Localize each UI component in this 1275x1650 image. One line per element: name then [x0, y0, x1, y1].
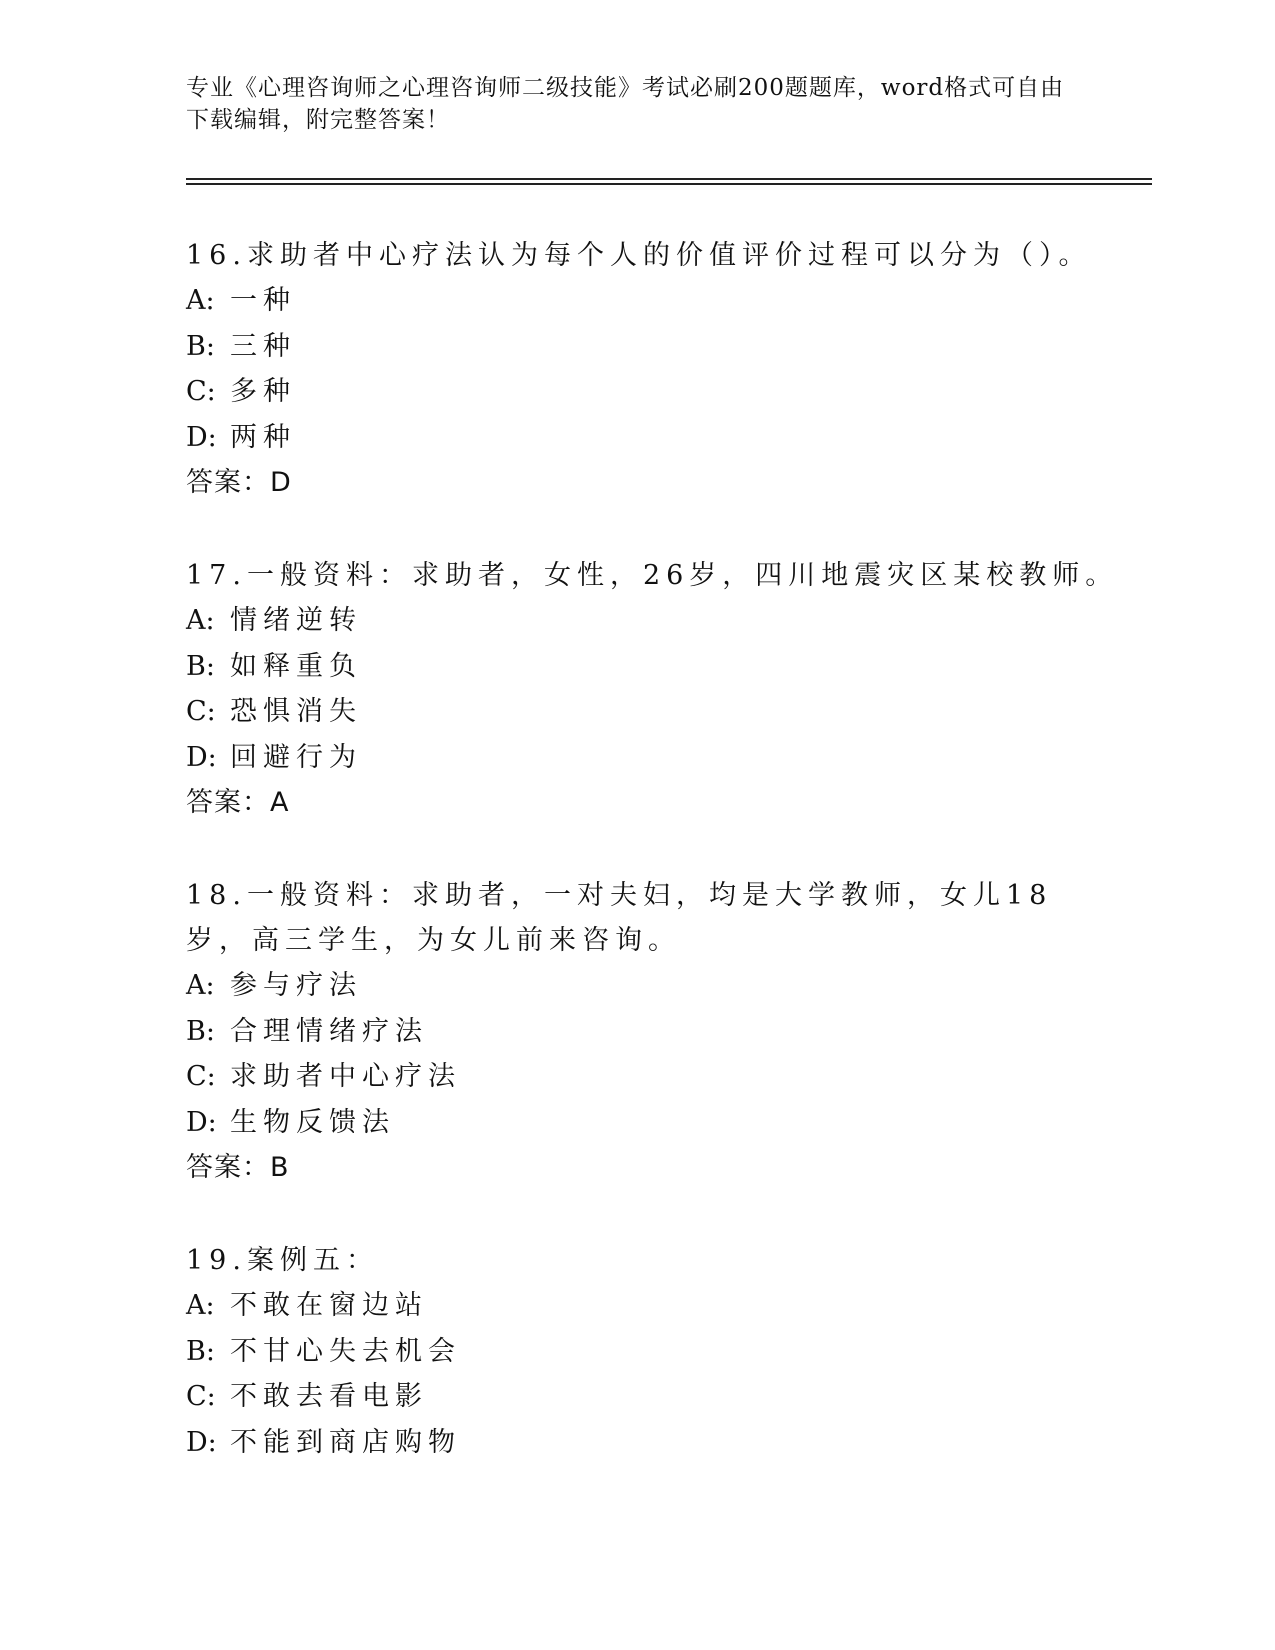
question-18 — [186, 873, 1086, 1191]
option-text: 如释重负 — [230, 650, 362, 682]
option-text: 不敢去看电影 — [230, 1381, 428, 1412]
option-d — [186, 415, 1086, 461]
option-b — [186, 1329, 1086, 1375]
option-letter: A: — [186, 605, 215, 636]
option-letter: C: — [186, 1061, 216, 1092]
option-text: 合理情绪疗法 — [230, 1015, 428, 1047]
option-text: 两种 — [230, 421, 296, 453]
option-text: 求助者中心疗法 — [230, 1061, 461, 1092]
option-text: 不敢在窗边站 — [230, 1290, 428, 1321]
option-letter: C: — [186, 376, 216, 407]
option-letter: A: — [186, 1290, 215, 1321]
option-text: 一种 — [230, 285, 296, 316]
option-c — [186, 689, 1086, 735]
option-a — [186, 1283, 1086, 1329]
question-16 — [186, 233, 1092, 506]
question-stem: 18.一般资料：求助者，一对夫妇，均是大学教师，女儿18岁，高三学生，为女儿前来咨询。 — [186, 880, 1053, 956]
option-text: 不甘心失去机会 — [230, 1335, 461, 1367]
option-letter: D: — [186, 741, 217, 773]
option-text: 恐惧消失 — [230, 696, 362, 727]
option-text: 三种 — [230, 330, 296, 362]
option-letter: D: — [186, 421, 217, 453]
question-19 — [186, 1238, 1086, 1465]
option-c — [186, 1054, 1086, 1100]
option-letter: A: — [186, 970, 215, 1001]
option-b — [186, 644, 1086, 690]
option-letter: C: — [186, 696, 216, 727]
option-text: 不能到商店购物 — [230, 1426, 461, 1458]
question-stem: 16.求助者中心疗法认为每个人的价值评价过程可以分为（）。 — [186, 240, 1092, 271]
option-text: 多种 — [230, 376, 296, 407]
document-header: 专业《心理咨询师之心理咨询师二级技能》考试必刷200题题库，word格式可自由下载编辑，附完整答案！ — [186, 75, 1065, 133]
option-d — [186, 1100, 1086, 1146]
option-text: 情绪逆转 — [230, 605, 362, 636]
option-letter: C: — [186, 1381, 216, 1412]
option-a — [186, 963, 1086, 1009]
option-c — [186, 369, 1086, 415]
header-divider-bottom — [186, 183, 1152, 185]
option-letter: B: — [186, 1335, 215, 1367]
option-text: 生物反馈法 — [230, 1106, 395, 1138]
option-a — [186, 278, 1086, 324]
option-letter: B: — [186, 330, 215, 362]
question-stem: 17.一般资料：求助者，女性，26岁，四川地震灾区某校教师。 — [186, 560, 1119, 591]
option-d — [186, 735, 1086, 781]
option-letter: B: — [186, 1015, 215, 1047]
option-b — [186, 324, 1086, 370]
option-a — [186, 598, 1086, 644]
option-letter: B: — [186, 650, 215, 682]
answer-line: 答案：B — [186, 1152, 290, 1183]
header-divider-top — [186, 178, 1152, 180]
option-letter: A: — [186, 285, 215, 316]
option-d — [186, 1420, 1086, 1466]
question-17 — [186, 553, 1119, 826]
answer-line: 答案：A — [186, 787, 290, 818]
question-stem: 19.案例五： — [186, 1245, 379, 1276]
option-letter: D: — [186, 1106, 217, 1138]
option-text: 回避行为 — [230, 741, 362, 773]
option-c — [186, 1374, 1086, 1420]
option-text: 参与疗法 — [230, 970, 362, 1001]
option-letter: D: — [186, 1426, 217, 1458]
option-b — [186, 1009, 1086, 1055]
answer-line: 答案：D — [186, 467, 292, 498]
